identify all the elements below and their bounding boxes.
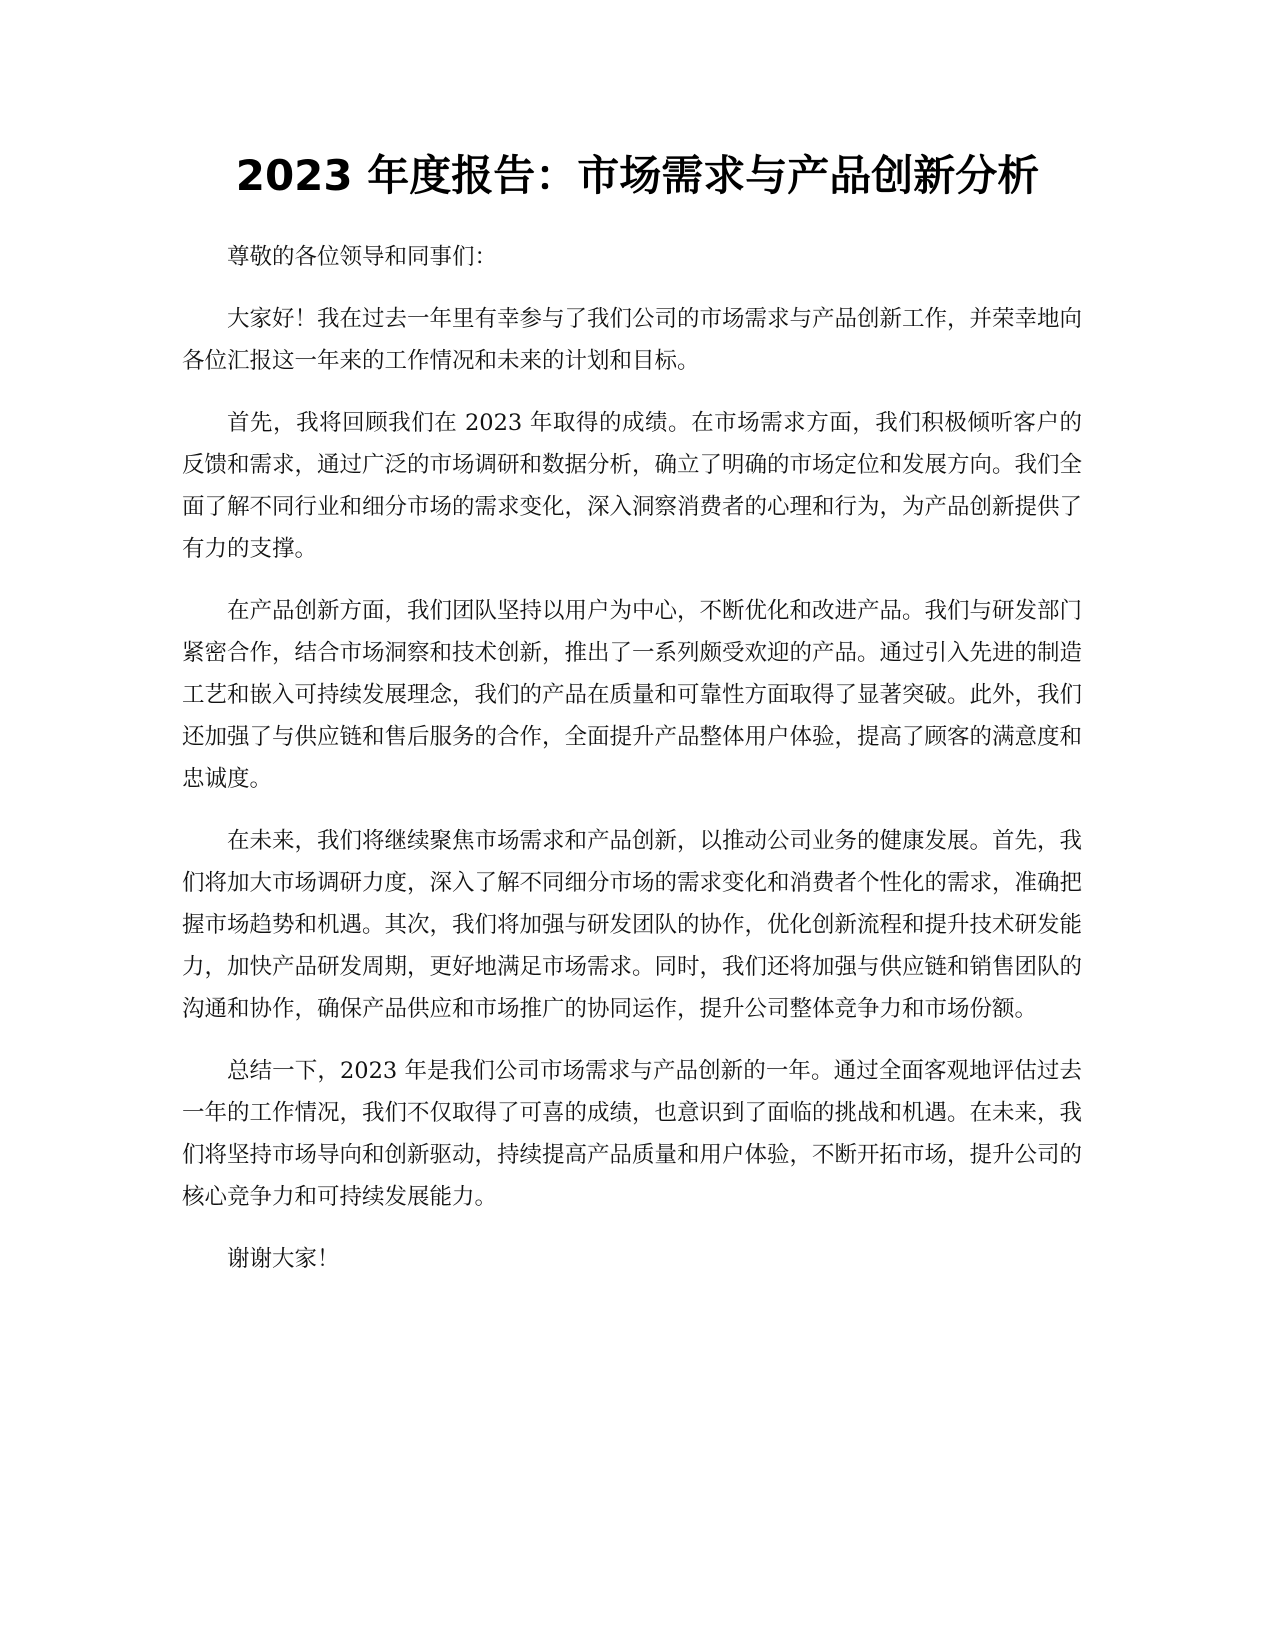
document-body: [182, 236, 1082, 1300]
salutation: 尊敬的各位领导和同事们：: [227, 244, 498, 270]
paragraph-summary: 总结一下，2023 年是我们公司市场需求与产品创新的一年。通过全面客观地评估过去一年的工作情况，我们不仅取得了可喜的成绩，也意识到了面临的挑战和机遇。在未来，我们将坚持市场导向和创新驱动，持续提高产品质量和用户体验，不断开拓市场，提升公司的核心竞争力和可持续发展能力。: [182, 1058, 1083, 1210]
paragraph-future-plans: 在未来，我们将继续聚焦市场需求和产品创新，以推动公司业务的健康发展。首先，我们将加大市场调研力度，深入了解不同细分市场的需求变化和消费者个性化的需求，准确把握市场趋势和机遇。其次，我们将加强与研发团队的协作，优化创新流程和提升技术研发能力，加快产品研发周期，更好地满足市场需求。同时，我们还将加强与供应链和销售团队的沟通和协作，确保产品供应和市场推广的协同运作，提升公司整体竞争力和市场份额。: [182, 828, 1083, 1022]
document-title: 2023 年度报告：市场需求与产品创新分析: [235, 151, 1040, 200]
paragraph-product-innovation: 在产品创新方面，我们团队坚持以用户为中心，不断优化和改进产品。我们与研发部门紧密合作，结合市场洞察和技术创新，推出了一系列颇受欢迎的产品。通过引入先进的制造工艺和嵌入可持续发展理念，我们的产品在质量和可靠性方面取得了显著突破。此外，我们还加强了与供应链和售后服务的合作，全面提升产品整体用户体验，提高了顾客的满意度和忠诚度。: [182, 598, 1083, 792]
paragraph-greeting: 大家好！我在过去一年里有幸参与了我们公司的市场需求与产品创新工作，并荣幸地向各位汇报这一年来的工作情况和未来的计划和目标。: [182, 306, 1083, 374]
paragraph-achievements: 首先，我将回顾我们在 2023 年取得的成绩。在市场需求方面，我们积极倾听客户的反馈和需求，通过广泛的市场调研和数据分析，确立了明确的市场定位和发展方向。我们全面了解不同行业和细分市场的需求变化，深入洞察消费者的心理和行为，为产品创新提供了有力的支撑。: [182, 410, 1083, 562]
closing-thanks: 谢谢大家！: [227, 1246, 340, 1272]
